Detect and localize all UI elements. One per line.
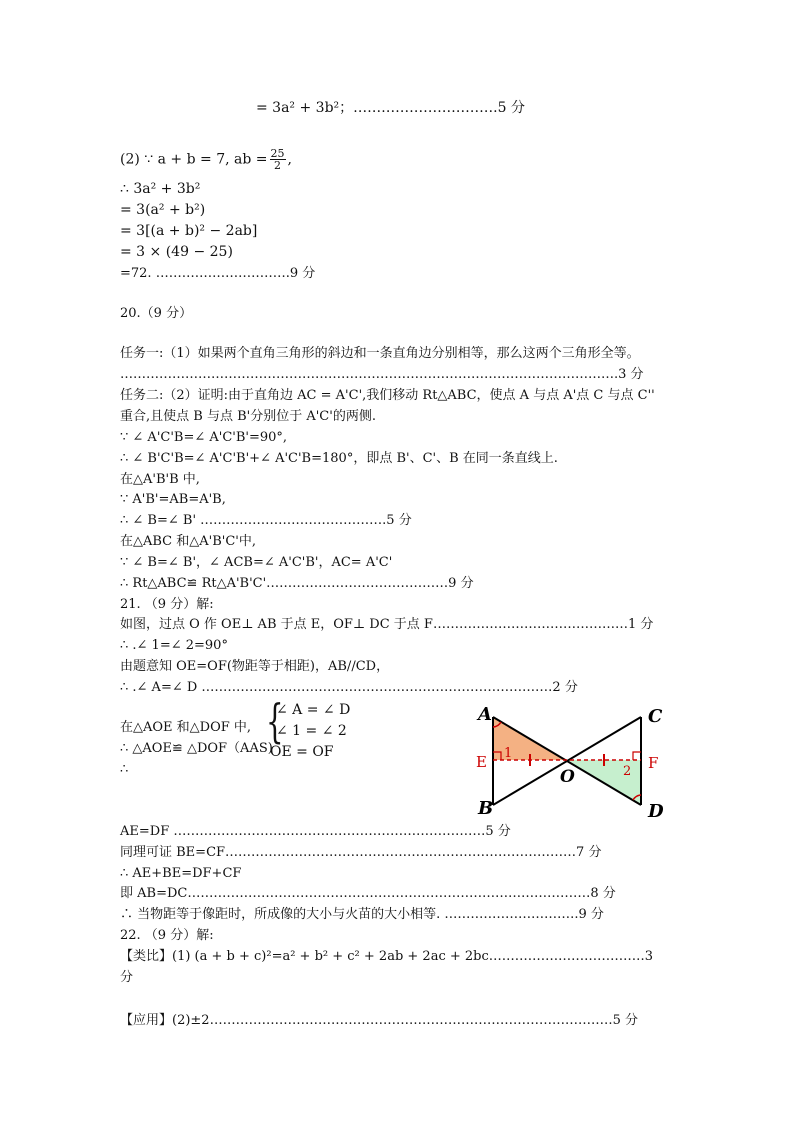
- label-a: A: [478, 704, 492, 725]
- l34: 22. （9 分）解:: [120, 928, 214, 943]
- l07: =72. ………………………….9 分: [120, 266, 316, 281]
- l02-comma: ,: [287, 151, 292, 168]
- l08: 20.（9 分）: [120, 306, 193, 321]
- l27: ∴ △AOE≌ △DOF（AAS): [120, 741, 273, 756]
- label-b: B: [478, 798, 494, 819]
- system-row-3: OE = OF: [270, 744, 334, 760]
- l05: = 3[(a + b)² − 2ab]: [120, 223, 258, 239]
- l33: ∴ 当物距等于像距时，所成像的大小与火苗的大小相等. ………………………….9 分: [120, 907, 604, 922]
- label-o: O: [560, 767, 575, 787]
- l17: ∴ ∠ B=∠ B' …………………………………….5 分: [120, 513, 412, 528]
- l24: 由题意知 OE=OF(物距等于相距)，AB//CD，: [120, 659, 390, 674]
- l19: ∵ ∠ B=∠ B'，∠ ACB=∠ A'C'B'，AC= A'C': [120, 555, 393, 570]
- label-e: E: [476, 753, 487, 771]
- l37: 【应用】(2)±2…………………………………………………………………………………5 分: [120, 1013, 638, 1028]
- l12: 重合,且使点 B 与点 B'分别位于 A'C'的两侧.: [120, 409, 376, 424]
- l14: ∴ ∠ B'C'B=∠ A'C'B'+∠ A'C'B=180°，即点 B'、C'、B 在同一条直线上.: [120, 451, 558, 466]
- label-d: D: [648, 801, 664, 822]
- l11: 任务二:（2）证明:由于直角边 AC = A'C',我们移动 Rt△ABC，使点 A 与点 A'点 C 与点 C'': [120, 388, 655, 403]
- l15: 在△A'B'B 中,: [120, 472, 200, 487]
- l09: 任务一:（1）如果两个直角三角形的斜边和一条直角边分别相等，那么这两个三角形全等。: [120, 346, 640, 361]
- l13: ∵ ∠ A'C'B=∠ A'C'B'=90°,: [120, 430, 288, 445]
- fraction-denominator: 2: [274, 159, 282, 172]
- l32: 即 AB=DC…………………………………………………………………………………8 分: [120, 886, 616, 901]
- l10: …………………………………………………………………………………………………….3 分: [120, 367, 644, 382]
- right-angle-f: [633, 752, 641, 760]
- l20: ∴ Rt△ABC≌ Rt△A'B'C'……………………………………9 分: [120, 576, 474, 591]
- l36: 分: [120, 970, 134, 985]
- l23: ∴ .∠ 1=∠ 2=90°: [120, 638, 228, 653]
- l21: 21. （9 分）解:: [120, 597, 214, 612]
- system-row-1: ∠ A = ∠ D: [276, 702, 351, 718]
- system-row-2: ∠ 1 = ∠ 2: [276, 723, 347, 739]
- l31: ∴ AE+BE=DF+CF: [120, 866, 242, 881]
- l02-text: (2) ∵ a + b = 7, ab =: [120, 151, 268, 168]
- l02: [120, 148, 292, 171]
- l22: 如图，过点 O 作 OE⊥ AB 于点 E，OF⊥ DC 于点 F………………………………………1 分: [120, 617, 654, 632]
- l26: 在△AOE 和△DOF 中,: [120, 720, 252, 735]
- fraction-numerator: 25: [270, 147, 285, 160]
- l25: ∴ .∠ A=∠ D ………………………………………………………………………2 分: [120, 680, 578, 695]
- l30: 同理可证 BE=CF………………………………………………………………………7 分: [120, 845, 602, 860]
- l29: AE=DF ………………………………………………………………5 分: [120, 824, 511, 839]
- l18: 在△ABC 和△A'B'C'中,: [120, 534, 256, 549]
- l35: 【类比】(1) (a + b + c)²=a² + b² + c² + 2ab + 2ac + 2bc………………………………3: [120, 949, 654, 964]
- system-brace: {: [266, 694, 284, 748]
- label-c: C: [648, 706, 663, 727]
- geometry-figure: [470, 700, 680, 824]
- l16: ∵ A'B'=AB=A'B,: [120, 492, 226, 507]
- label-angle-1: 1: [504, 746, 513, 761]
- fraction: [270, 148, 286, 171]
- l28: ∴: [120, 762, 129, 777]
- label-f: F: [648, 754, 659, 772]
- l03: ∴ 3a² + 3b²: [120, 181, 201, 197]
- l01: = 3a² + 3b²；………………………….5 分: [256, 100, 525, 116]
- l06: = 3 × (49 − 25): [120, 244, 233, 260]
- l04: = 3(a² + b²): [120, 202, 206, 218]
- label-angle-2: 2: [623, 764, 632, 779]
